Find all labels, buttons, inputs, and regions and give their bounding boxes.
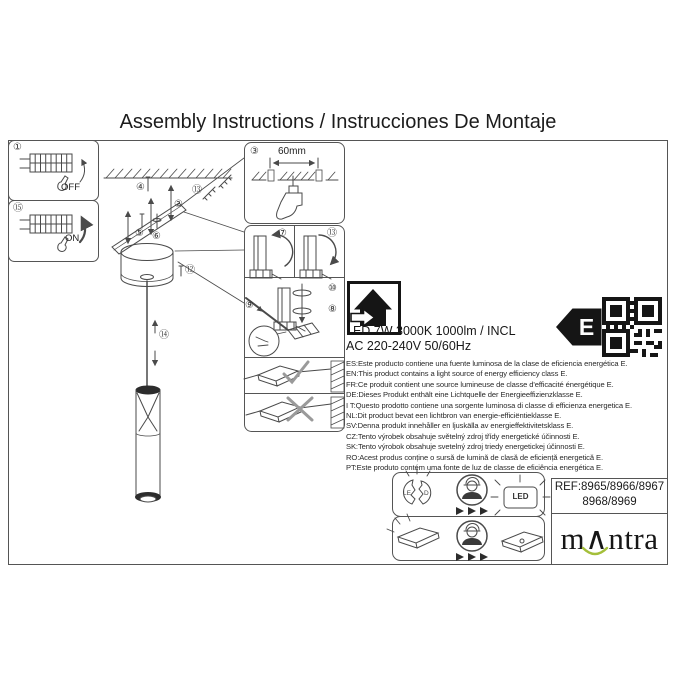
broken-led-label-left: LE — [403, 490, 411, 497]
logo-green-arc — [581, 546, 609, 561]
lang-line-es: ES:Este producto contiene una fuente luminosa de la clase de eficiencia energética E. — [346, 359, 628, 368]
step-4-number: ④ — [136, 182, 145, 193]
step-7-number: ⑦ — [278, 228, 287, 239]
ref-line-2: 8968/8969 — [582, 496, 637, 508]
power-off-box — [9, 141, 99, 201]
page-title: Assembly Instructions / Instrucciones De Montaje — [119, 111, 557, 133]
reference-numbers — [551, 480, 668, 510]
driver-replacement-row — [387, 514, 545, 561]
step-15-number: ⑮ — [13, 203, 23, 214]
step-2-number: ② — [174, 199, 183, 210]
energy-class-letter: E — [578, 314, 595, 340]
power-off-label: OFF — [61, 182, 80, 193]
step-8-number: ⑧ — [328, 304, 337, 315]
ref-line-1: REF:8965/8966/8967 — [554, 481, 665, 493]
wiring-detail-box — [244, 226, 345, 432]
step-13-number: ⑬ — [192, 185, 202, 196]
spec-power-line: AC 220-240V 50/60Hz — [346, 339, 472, 353]
step-5-number: ⑤ — [135, 228, 144, 239]
logo-text-m: m — [560, 521, 586, 556]
callout-lines — [175, 158, 244, 303]
lang-line-sk: SK:Tento výrobok obsahuje svetelný zdroj triedy energetickej účinnosti E. — [346, 442, 585, 452]
drill-distance-label: 60mm — [278, 146, 306, 157]
pendant-luminaire — [136, 386, 161, 502]
qr-code — [602, 297, 662, 357]
lang-line-en: EN:This product contains a light source of energy efficiency class E. — [346, 369, 568, 379]
step-10-number: ⑩ — [328, 283, 337, 294]
suspension-cable — [147, 281, 155, 387]
step-9-number: ⑨ — [245, 300, 254, 311]
lang-line-nl: NL:Dit product bevat een lichtbron van energie-efficiëntieklasse E. — [346, 411, 562, 421]
step-6-number: ⑥ — [152, 231, 161, 242]
step-12-number: ⑫ — [185, 265, 195, 276]
lang-line-pt: PT:Este produto contém uma fonte de luz de classe de eficiência energética E. — [346, 463, 603, 473]
ceiling — [104, 169, 232, 178]
lang-line-fr: FR:Ce produit contient une source lumineuse de classe d'efficacité énergétique E. — [346, 379, 614, 389]
step-13b-number: ⑬ — [327, 228, 337, 239]
brand-logo-box — [551, 516, 668, 565]
lang-line-it: I T:Questo prodotto contiene una sorgente luminosa di classe di efficienza energetica E. — [346, 400, 632, 410]
power-on-label: ON — [65, 233, 80, 244]
step-14-number: ⑭ — [159, 330, 169, 341]
logo-text-ntra: ntra — [608, 521, 659, 556]
spec-lamp-line: LED 7W 3000K 1000lm / INCL — [346, 324, 516, 338]
logo-caret: ∧ — [585, 521, 609, 556]
step-1-number: ① — [13, 142, 22, 153]
lang-line-sv: SV:Denna produkt innehåller en ljuskälla av energieffektivitetsklass E. — [346, 421, 574, 431]
ceiling-canopy — [121, 244, 183, 287]
step-3-number: ③ — [250, 146, 259, 157]
broken-led-label-right: D — [424, 490, 429, 497]
mantra-logo — [560, 516, 658, 562]
mounting-bracket — [112, 175, 231, 254]
lang-line-cz: CZ:Tento výrobek obsahuje světelný zdroj třídy energetické účinnosti E. — [346, 431, 580, 441]
lang-line-de: DE:Dieses Produkt enthält eine Lichtquelle der Energieeffizienzklasse E. — [346, 390, 583, 400]
energy-language-block — [346, 359, 632, 473]
lang-line-ro: RO:Acest produs conține o sursă de lumină de clasă de eficiență energetică E. — [346, 452, 603, 462]
led-icon-label: LED — [512, 492, 529, 501]
